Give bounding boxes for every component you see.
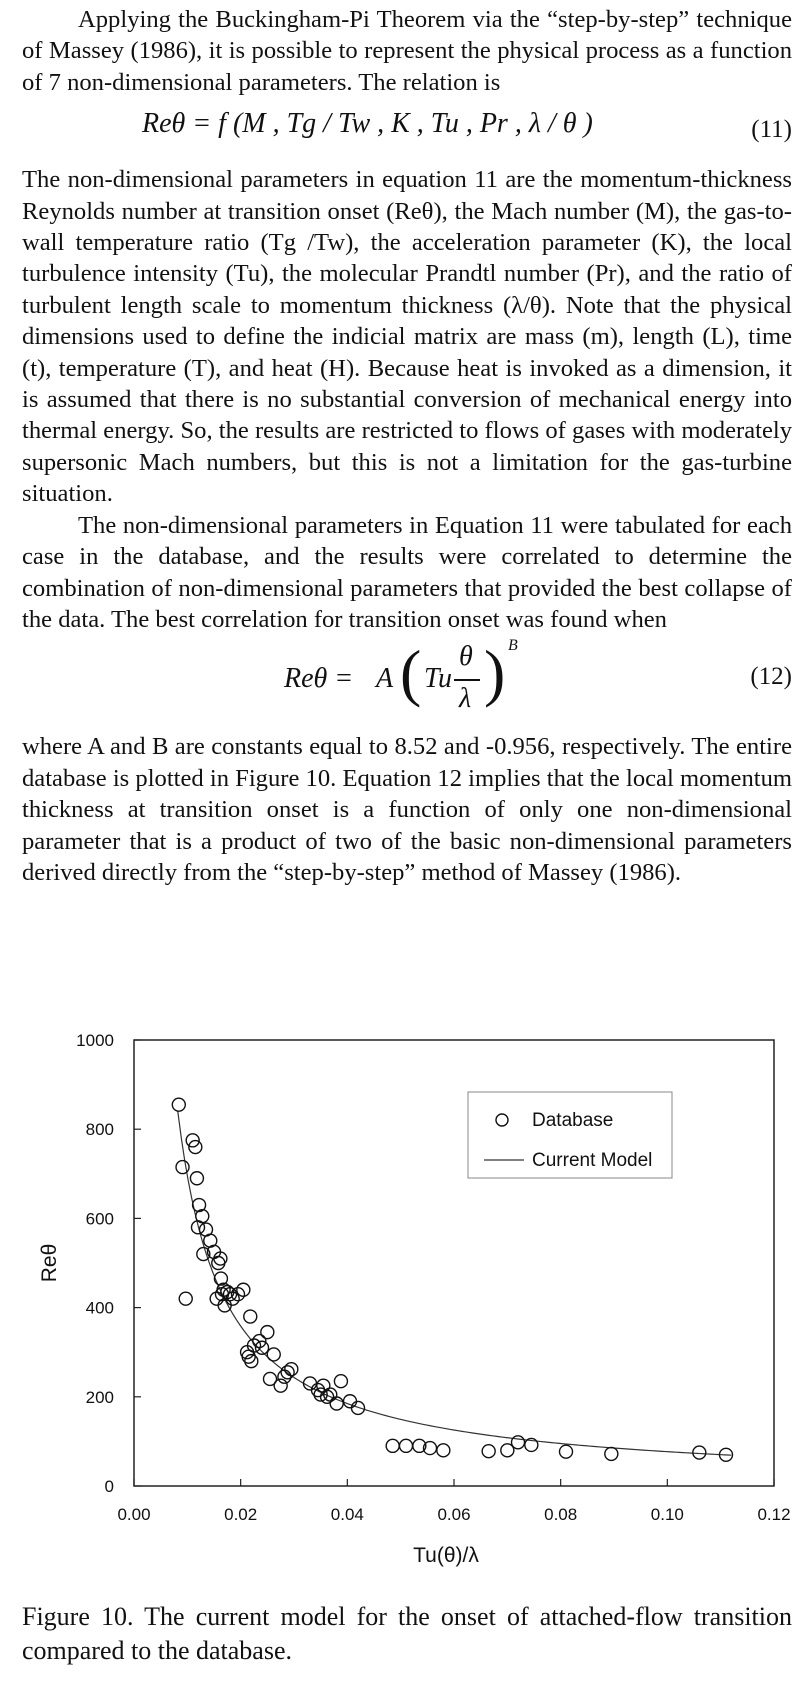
data-point (605, 1447, 618, 1460)
plot-frame (134, 1040, 774, 1486)
figure-caption: Figure 10. The current model for the onset of attached-flow transition compared to the database. (22, 1602, 792, 1665)
equation-12-lparen: ( (400, 637, 422, 709)
legend (468, 1092, 672, 1178)
equation-12-denominator: λ (459, 683, 472, 715)
y-tick-label: 0 (104, 1477, 114, 1496)
y-axis-label: Reθ (38, 1243, 61, 1283)
x-axis-label: Tu(θ)/λ (413, 1544, 479, 1567)
equation-12-tu: Tu (424, 663, 453, 695)
figure-10-chart (0, 1030, 800, 1590)
equation-12-exponent: B (508, 637, 518, 655)
y-tick-label: 1000 (76, 1031, 114, 1050)
x-tick-label: 0.00 (117, 1505, 151, 1524)
paper-body (22, 0, 792, 888)
data-point (179, 1292, 192, 1305)
paragraph-constants: where A and B are constants equal to 8.52 and -0.956, respectively. The entire database is plotted in Figure 10. Equation 12 implies that the local momentum thickness at transition onset is a function of only one non-dimensional parameter that is a product of two of the basic non-dimensional parameters derived directly from the “step-by-step” method of Massey (1986). (22, 733, 792, 886)
equation-12-fraction-bar (454, 679, 480, 681)
equation-12-rparen: ) (484, 637, 506, 709)
equation-12 (22, 635, 792, 731)
y-tick-label: 200 (85, 1387, 114, 1407)
x-tick-label: 0.08 (544, 1505, 578, 1524)
y-tick-label: 400 (85, 1298, 114, 1318)
data-point (176, 1161, 189, 1174)
data-point (344, 1395, 357, 1408)
data-point (482, 1445, 495, 1458)
equation-12-number: (12) (750, 663, 792, 691)
equation-11-body: Reθ = f (M , Tg / Tw , K , Tu , Pr , λ / θ ) (142, 108, 593, 140)
x-tick-label: 0.10 (650, 1505, 684, 1524)
data-point (261, 1326, 274, 1339)
y-tick-label: 800 (85, 1120, 114, 1140)
data-point (285, 1363, 298, 1376)
x-tick-label: 0.12 (757, 1505, 791, 1524)
data-point (437, 1444, 450, 1457)
equation-12-coef: A (376, 663, 394, 695)
data-point (352, 1401, 365, 1414)
y-tick-label: 600 (85, 1209, 114, 1229)
data-point (196, 1210, 209, 1223)
equation-12-lhs: Reθ = (284, 663, 354, 695)
data-point (386, 1439, 399, 1452)
data-point (400, 1439, 413, 1452)
legend-database-label: Database (532, 1110, 614, 1131)
data-point (334, 1375, 347, 1388)
data-point (304, 1377, 317, 1390)
x-tick-label: 0.04 (330, 1505, 364, 1524)
legend-model-label: Current Model (532, 1150, 653, 1171)
paragraph-buckingham: Applying the Buckingham-Pi Theorem via the “step-by-step” technique of Massey (1986), it is possible to represent the physical process as a function of 7 non-dimensional parameters. The relation is (22, 6, 792, 96)
data-point (281, 1366, 294, 1379)
data-point (560, 1445, 573, 1458)
x-tick-label: 0.02 (224, 1505, 258, 1524)
data-point (190, 1172, 203, 1185)
equation-11-number: (11) (751, 116, 792, 144)
paragraph-correlation: The non-dimensional parameters in Equation 11 were tabulated for each case in the database, and the results were correlated to determine the combination of non-dimensional parameters that provided the best collapse of the data. The best correlation for transition onset was found when (22, 511, 792, 633)
data-point (274, 1379, 287, 1392)
data-point (172, 1098, 185, 1111)
data-point (278, 1370, 291, 1383)
equation-12-numerator: θ (459, 641, 473, 673)
paragraph-parameters: The non-dimensional parameters in equation 11 are the momentum-thickness Reynolds number at transition onset (Reθ), the Mach number (M), the gas-to-wall temperature ratio (Tg /Tw), the acceleration parameter (K), the local turbulence intensity (Tu), the molecular Prandtl number (Pr), and the ratio of turbulent length scale to momentum thickness (λ/θ). Note that the physical dimensions used to define the indicial matrix are mass (m), length (L), time (t), temperature (T), and heat (H). Because heat is invoked as a dimension, it is assumed that there is no substantial conversion of mechanical energy into thermal energy. So, the results are restricted to flows of gases with moderately supersonic Mach numbers, but this is not a limitation for the gas-turbine situation. (22, 166, 792, 508)
data-point (512, 1436, 525, 1449)
data-point (693, 1446, 706, 1459)
equation-11 (22, 98, 792, 164)
y-axis-ticks (76, 1031, 141, 1496)
chart-canvas (0, 1030, 800, 1590)
x-tick-label: 0.06 (437, 1505, 471, 1524)
data-point (267, 1348, 280, 1361)
data-point (244, 1310, 257, 1323)
